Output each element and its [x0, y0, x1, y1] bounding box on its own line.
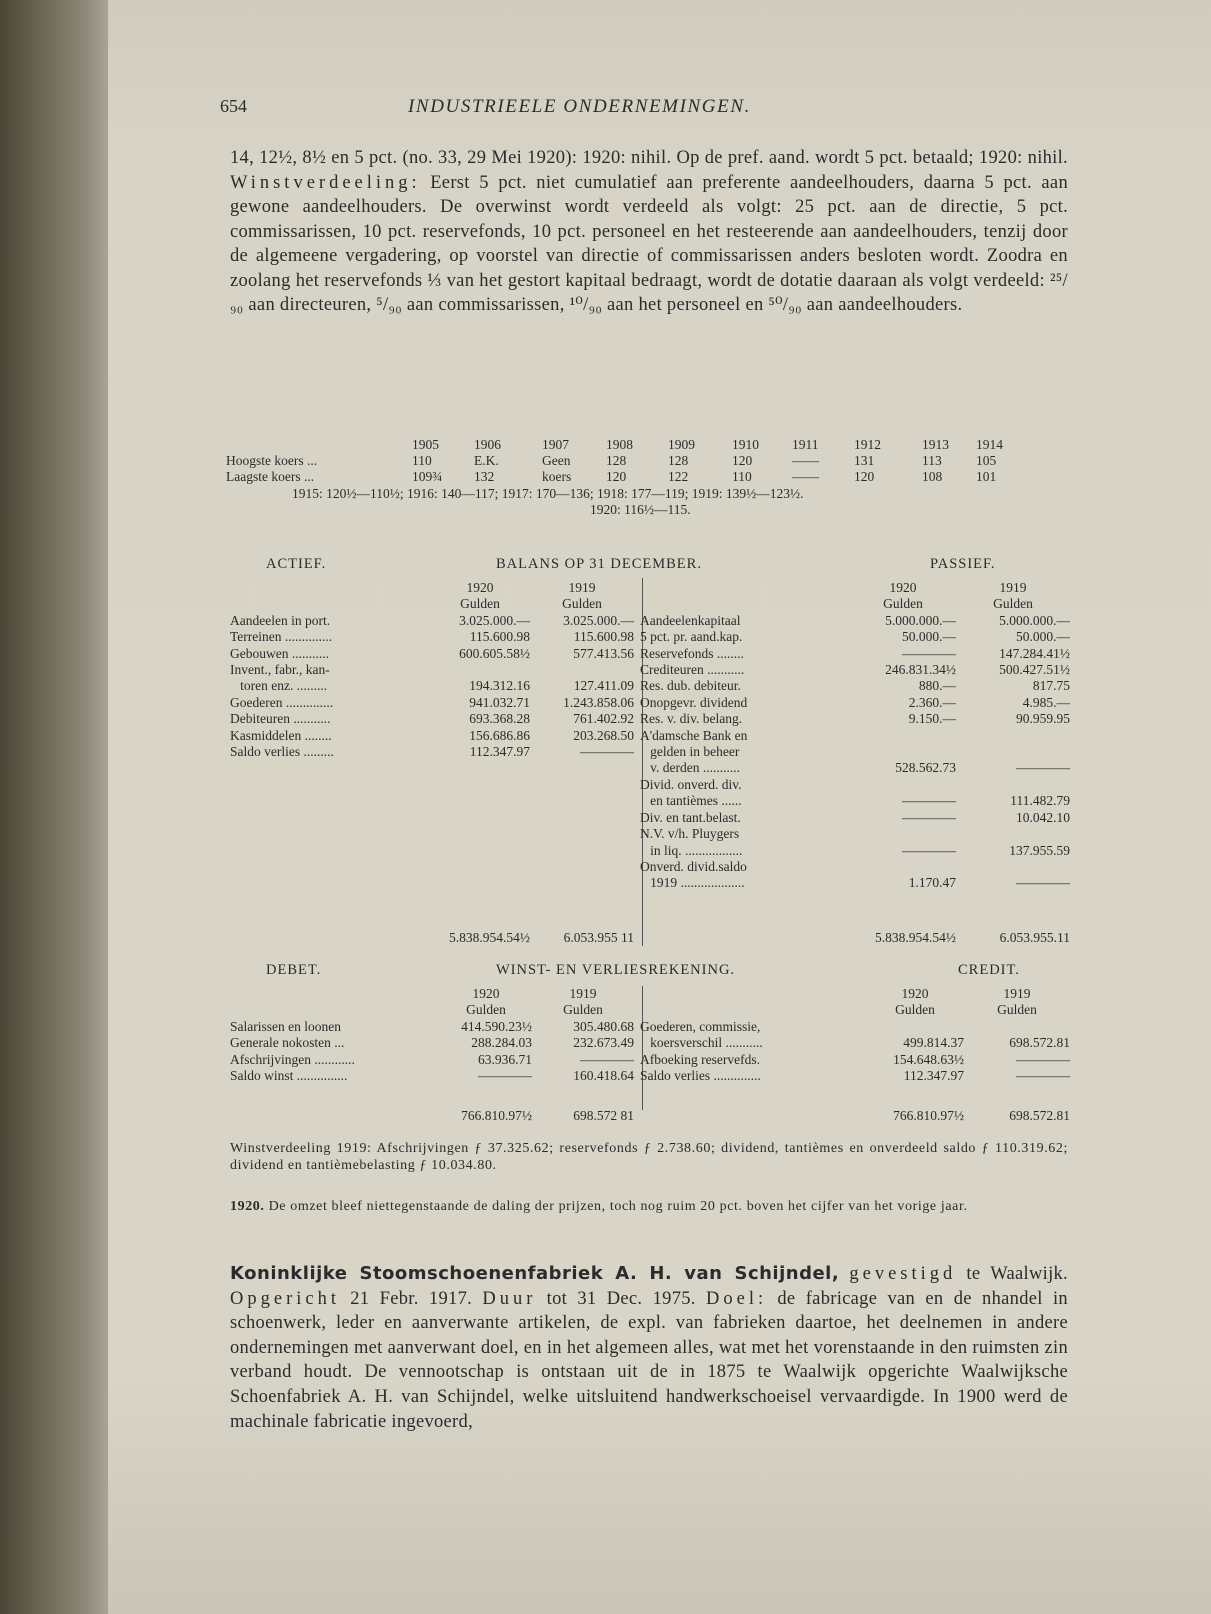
page-title: INDUSTRIEELE ONDERNEMINGEN.	[408, 96, 751, 117]
value-1920: 5.000.000.—	[885, 612, 956, 628]
value-1919: 160.418.64	[573, 1068, 634, 1084]
row-label: Divid. onverd. div.	[640, 776, 742, 792]
book-spine	[0, 0, 108, 1614]
table-row	[640, 859, 1070, 875]
opgericht-text: 21 Febr. 1917.	[339, 1288, 483, 1309]
value-1919: ————	[1016, 760, 1070, 776]
doel-label: Doel:	[706, 1288, 768, 1309]
year-1919: 1919	[569, 986, 597, 1001]
debet-totals	[440, 1108, 640, 1124]
value-1920: ————	[902, 645, 956, 661]
page-number: 654	[220, 96, 247, 116]
passief-total-1919: 6.053.955.11	[999, 930, 1070, 945]
value-1919: 111.482.79	[1010, 793, 1070, 809]
koers-table	[226, 437, 1076, 518]
koers-value: 128	[668, 453, 689, 469]
koers-row-high	[226, 453, 1016, 469]
year-header-row	[230, 986, 634, 1002]
row-label: Saldo verlies .........	[230, 744, 334, 760]
year-cell: 1906	[474, 437, 501, 452]
value-1919: 761.402.92	[573, 711, 634, 727]
duur-label: Duur	[482, 1288, 537, 1309]
actief-heading: ACTIEF.	[266, 556, 327, 572]
value-1920: 693.368.28	[469, 711, 530, 727]
value-1920: 1.170.47	[908, 875, 956, 891]
row-label: v. derden ...........	[640, 760, 740, 776]
value-1920: 112.347.97	[469, 744, 530, 760]
table-row	[640, 629, 1070, 645]
row-label: Salarissen en loonen	[230, 1018, 341, 1034]
value-1920: 499.814.37	[903, 1035, 964, 1051]
intro-text-2: Eerst 5 pct. niet cumulatief aan preferente aandeelhouders, daarna 5 pct. aan gewone aandeelhouders. De overwinst wordt verdeeld als volgt: 25 pct. aan de directie, 5 pct. commissarissen, 10 pct. reservefonds, 10 pct. personeel en het resteerende aan aandeelhouders, tenzij door de algemeene vergadering, op voorstel van directie of commissarissen anders besloten wordt. Zoodra en zoolang het reservefonds ⅓ van het gestort kapitaal bedraagt, wordt de dotatie daaraan als volgt verdeeld: ²⁵/₉₀ aan directeuren, ⁵/₉₀ aan commissarissen, ¹⁰/₉₀ aan het personeel en ⁵⁰/₉₀ aan aandeelhouders.	[230, 172, 1068, 315]
year-1919: 1919	[1003, 986, 1031, 1001]
row-label: toren enz. .........	[230, 678, 328, 694]
koers-value: koers	[542, 469, 572, 485]
row-label: Generale nokosten ...	[230, 1035, 345, 1051]
table-row	[230, 1052, 634, 1068]
value-1920: ————	[902, 793, 956, 809]
table-row	[230, 1068, 634, 1084]
unit-label: Gulden	[883, 596, 923, 612]
table-row	[640, 744, 1070, 760]
value-1920: 112.347.97	[903, 1068, 964, 1084]
credit-table	[640, 986, 1070, 1084]
row-label: Aandeelen in port.	[230, 612, 331, 628]
intro-text-1: 14, 12½, 8½ en 5 pct. (no. 33, 29 Mei 1920): 1920: nihil. Op de pref. aand. wordt 5 pct. betaald; 1920: nihil.	[230, 148, 1068, 168]
passief-table	[640, 580, 1070, 892]
row-label: Goederen ..............	[230, 694, 334, 710]
value-1919: 698.572.81	[1009, 1035, 1070, 1051]
unit-label: Gulden	[562, 596, 602, 612]
row-label: Saldo verlies ..............	[640, 1068, 761, 1084]
value-1919	[956, 859, 1070, 875]
koers-value: 132	[474, 469, 495, 485]
row-label: Afboeking reservefds.	[640, 1051, 760, 1067]
koers-row-low	[226, 469, 1016, 485]
gevestigd-text: te Waalwijk.	[956, 1264, 1068, 1284]
table-row	[640, 646, 1070, 662]
value-1919: 500.427.51½	[999, 662, 1070, 678]
value-1919: ————	[580, 1051, 634, 1067]
company-name: Koninklijke Stoomschoenenfabriek A. H. van Schijndel,	[230, 1263, 840, 1284]
table-row	[640, 1052, 1070, 1068]
year-cell: 1909	[668, 437, 695, 452]
koers-value: 105	[976, 453, 997, 469]
value-1920	[430, 662, 530, 678]
table-row	[640, 793, 1070, 809]
koers-value: 120	[732, 453, 753, 469]
table-row	[640, 1019, 1070, 1035]
credit-total-1920: 766.810.97½	[893, 1108, 964, 1123]
row-label: Crediteuren ...........	[640, 662, 745, 678]
row-label: A'damsche Bank en	[640, 727, 748, 743]
table-row	[640, 728, 1070, 744]
credit-total-1919: 698.572.81	[1009, 1108, 1070, 1123]
value-1920	[850, 859, 956, 875]
actief-table	[230, 580, 640, 760]
value-1919: 10.042.10	[1016, 809, 1070, 825]
row-label: in liq. .................	[640, 842, 743, 858]
year-cell: 1910	[732, 437, 759, 452]
koers-value: 110	[412, 453, 432, 469]
value-1920: 3.025.000.—	[459, 612, 530, 628]
debet-total-1919: 698.572 81	[573, 1108, 634, 1123]
debet-table	[230, 986, 640, 1084]
unit-header-row	[230, 596, 634, 612]
row-label: Aandeelenkapitaal	[640, 612, 741, 628]
year-1920: 1920	[466, 580, 494, 595]
omzet-text: De omzet bleef niettegenstaande de daling der prijzen, toch nog ruim 20 pct. boven het cijfer van het vorige jaar.	[264, 1199, 968, 1214]
value-1919: 115.600.98	[573, 629, 634, 645]
koers-value: 110	[732, 469, 752, 485]
value-1920: 154.648.63½	[893, 1051, 964, 1067]
value-1919: 137.955.59	[1009, 842, 1070, 858]
value-1920	[850, 744, 956, 760]
unit-label: Gulden	[466, 1002, 506, 1018]
row-label: Reservefonds ........	[640, 645, 744, 661]
unit-label: Gulden	[993, 596, 1033, 612]
value-1919: 577.413.56	[573, 645, 634, 661]
koers-extra-1: 1915: 120½—110½; 1916: 140—117; 1917: 170—136; 1918: 177—119; 1919: 139½—123½.	[292, 485, 804, 501]
table-row	[640, 662, 1070, 678]
table-row	[640, 826, 1070, 842]
koers-value: 131	[854, 453, 875, 469]
year-header-row	[230, 580, 634, 596]
value-1919: 147.284.41½	[999, 645, 1070, 661]
debet-total-1920: 766.810.97½	[461, 1108, 532, 1123]
row-label: Goederen, commissie,	[640, 1018, 761, 1034]
table-row	[640, 843, 1070, 859]
koers-value: 109¾	[412, 469, 443, 485]
row-label: en tantièmes ......	[640, 793, 742, 809]
table-row	[640, 810, 1070, 826]
year-cell: 1911	[792, 437, 819, 452]
table-row	[230, 646, 634, 662]
gevestigd-label: gevestigd	[849, 1264, 957, 1284]
table-row	[230, 613, 634, 629]
credit-totals	[866, 1108, 1070, 1124]
value-1920: 414.590.23½	[461, 1018, 532, 1034]
value-1919: 203.268.50	[573, 727, 634, 743]
table-row	[230, 728, 634, 744]
value-1919	[956, 728, 1070, 744]
koers-value: 120	[854, 469, 875, 485]
table-row	[230, 678, 634, 694]
year-cell: 1905	[412, 437, 439, 452]
koers-value: 120	[606, 469, 627, 485]
value-1919: ————	[580, 744, 634, 760]
table-row	[230, 695, 634, 711]
year-1920: 1920	[472, 986, 500, 1001]
table-row	[640, 695, 1070, 711]
table-row	[640, 760, 1070, 776]
table-row	[640, 613, 1070, 629]
year-1919: 1919	[568, 580, 596, 595]
actief-total-1920: 5.838.954.54½	[449, 930, 530, 945]
table-row	[640, 1035, 1070, 1051]
value-1919: 4.985.—	[1022, 694, 1070, 710]
koers-value: ——	[792, 453, 819, 469]
value-1919: 305.480.68	[573, 1018, 634, 1034]
value-1920: 288.284.03	[471, 1035, 532, 1051]
unit-label: Gulden	[895, 1002, 935, 1018]
value-1920: 50.000.—	[902, 629, 956, 645]
table-row	[230, 711, 634, 727]
company-entry	[230, 1262, 1068, 1434]
row-label: koersverschil ...........	[640, 1035, 763, 1051]
row-label: Kasmiddelen ........	[230, 727, 332, 743]
row-label: Afschrijvingen ............	[230, 1051, 355, 1067]
doel-text: de fabricage van en de nhandel in schoenwerk, leder en aanverwante artikelen, de expl. van fabrieken daartoe, het deelnemen in andere ondernemingen met aanverwant doel, en in het algemeen alles, wat met het vorenstaande in den ruimsten zin verband houdt. De vennootschap is ontstaan uit de in 1875 te Waalwijk opgerichte Waalwijksche Schoenfabriek A. H. van Schijndel, welke uitsluitend handwerkschoeisel vervaardigde. In 1900 werd de machinale fabricatie ingevoerd,	[230, 1288, 1068, 1432]
koers-value: 128	[606, 453, 627, 469]
year-cell: 1912	[854, 437, 881, 452]
unit-header-row	[230, 1002, 634, 1018]
value-1919	[956, 777, 1070, 793]
duur-text: tot 31 Dec. 1975.	[536, 1288, 706, 1309]
value-1920	[850, 826, 956, 842]
table-row	[230, 744, 634, 760]
table-row	[640, 678, 1070, 694]
value-1920: 63.936.71	[478, 1051, 532, 1067]
value-1919: 5.000.000.—	[999, 612, 1070, 628]
year-cell: 1907	[542, 437, 569, 452]
value-1920: 880.—	[918, 678, 956, 694]
value-1920: 9.150.—	[908, 711, 956, 727]
row-label: Onverd. divid.saldo	[640, 858, 747, 874]
opgericht-label: Opgericht	[230, 1288, 340, 1309]
unit-label: Gulden	[997, 1002, 1037, 1018]
year-1919: 1919	[999, 580, 1027, 595]
value-1920: 246.831.34½	[885, 662, 956, 678]
row-label: 1919 ...................	[640, 875, 745, 891]
winstverdeeling-note: Winstverdeeling 1919: Afschrijvingen ƒ 37.325.62; reservefonds ƒ 2.738.60; dividend, tantièmes en onverdeeld saldo ƒ 110.319.62; dividend en tantièmebelasting ƒ 10.034.80.	[230, 1141, 1068, 1173]
row-label: Invent., fabr., kan-	[230, 662, 330, 678]
value-1919	[956, 744, 1070, 760]
value-1919: ————	[1016, 875, 1070, 891]
koers-value: Geen	[542, 453, 571, 469]
winst-title: WINST- EN VERLIESREKENING.	[496, 962, 736, 978]
row-label: Div. en tant.belast.	[640, 809, 741, 825]
year-header-row	[640, 986, 1070, 1002]
balans-title: BALANS OP 31 DECEMBER.	[496, 556, 702, 572]
value-1920	[850, 777, 956, 793]
value-1920: ————	[902, 842, 956, 858]
koers-value: 108	[922, 469, 943, 485]
value-1919	[530, 662, 634, 678]
table-row	[640, 777, 1070, 793]
year-cell: 1914	[976, 437, 1003, 452]
value-1920: ————	[902, 809, 956, 825]
value-1920: 528.562.73	[895, 760, 956, 776]
row-label: Onopgevr. dividend	[640, 694, 748, 710]
row-label: Debiteuren ...........	[230, 711, 331, 727]
row-label: Laagste koers ...	[226, 469, 315, 485]
koers-extra-2: 1920: 116½—115.	[590, 501, 691, 517]
row-label: Res. v. div. belang.	[640, 711, 743, 727]
table-row	[230, 662, 634, 678]
value-1919: 232.673.49	[573, 1035, 634, 1051]
value-1919: 3.025.000.—	[563, 612, 634, 628]
value-1919: 127.411.09	[573, 678, 634, 694]
row-label: Saldo winst ...............	[230, 1068, 348, 1084]
value-1919: ————	[1016, 1068, 1070, 1084]
year-1920: 1920	[889, 580, 917, 595]
table-row	[230, 1019, 634, 1035]
row-label: Terreinen ..............	[230, 629, 333, 645]
debet-heading: DEBET.	[266, 962, 322, 978]
passief-total-1920: 5.838.954.54½	[875, 930, 956, 945]
unit-header-row	[640, 596, 1070, 612]
note-year: 1920.	[230, 1199, 265, 1214]
value-1920: 600.605.58½	[459, 645, 530, 661]
value-1920	[850, 728, 956, 744]
koers-value: E.K.	[474, 453, 499, 469]
value-1920: ————	[478, 1068, 532, 1084]
value-1920: 2.360.—	[908, 694, 956, 710]
row-label: Res. dub. debiteur.	[640, 678, 741, 694]
value-1919	[964, 1019, 1070, 1035]
row-label: Gebouwen ...........	[230, 645, 329, 661]
value-1919	[956, 826, 1070, 842]
table-row	[230, 1035, 634, 1051]
table-row	[640, 711, 1070, 727]
value-1920: 115.600.98	[469, 629, 530, 645]
value-1920: 156.686.86	[469, 727, 530, 743]
passief-totals	[850, 930, 1070, 946]
value-1920: 941.032.71	[469, 694, 530, 710]
koers-value: 122	[668, 469, 689, 485]
omzet-note	[230, 1199, 1068, 1216]
row-label: 5 pct. pr. aand.kap.	[640, 629, 743, 645]
running-head	[108, 96, 1068, 126]
value-1919: 817.75	[1032, 678, 1070, 694]
value-1920	[866, 1019, 964, 1035]
table-row	[640, 1068, 1070, 1084]
winstverdeeling-label: Winstverdeeling:	[230, 172, 421, 193]
koers-value: ——	[792, 469, 819, 485]
table-row	[640, 875, 1070, 891]
value-1919: 1.243.858.06	[563, 694, 634, 710]
koers-value: 113	[922, 453, 942, 469]
value-1919: 50.000.—	[1016, 629, 1070, 645]
year-header-row	[640, 580, 1070, 596]
koers-years-row	[226, 437, 1016, 453]
passief-heading: PASSIEF.	[930, 556, 996, 572]
unit-label: Gulden	[460, 596, 500, 612]
actief-total-1919: 6.053.955 11	[563, 930, 634, 945]
year-cell: 1908	[606, 437, 633, 452]
row-label: N.V. v/h. Pluygers	[640, 826, 740, 842]
row-label: gelden in beheer	[640, 744, 740, 760]
intro-paragraph	[230, 146, 1068, 318]
credit-heading: CREDIT.	[958, 962, 1020, 978]
koers-value: 101	[976, 469, 997, 485]
year-cell: 1913	[922, 437, 949, 452]
actief-totals	[430, 930, 640, 946]
table-row	[230, 629, 634, 645]
year-1920: 1920	[901, 986, 929, 1001]
unit-header-row	[640, 1002, 1070, 1018]
unit-label: Gulden	[563, 1002, 603, 1018]
value-1919: 90.959.95	[1016, 711, 1070, 727]
value-1920: 194.312.16	[469, 678, 530, 694]
row-label: Hoogste koers ...	[226, 453, 318, 469]
value-1919: ————	[1016, 1051, 1070, 1067]
